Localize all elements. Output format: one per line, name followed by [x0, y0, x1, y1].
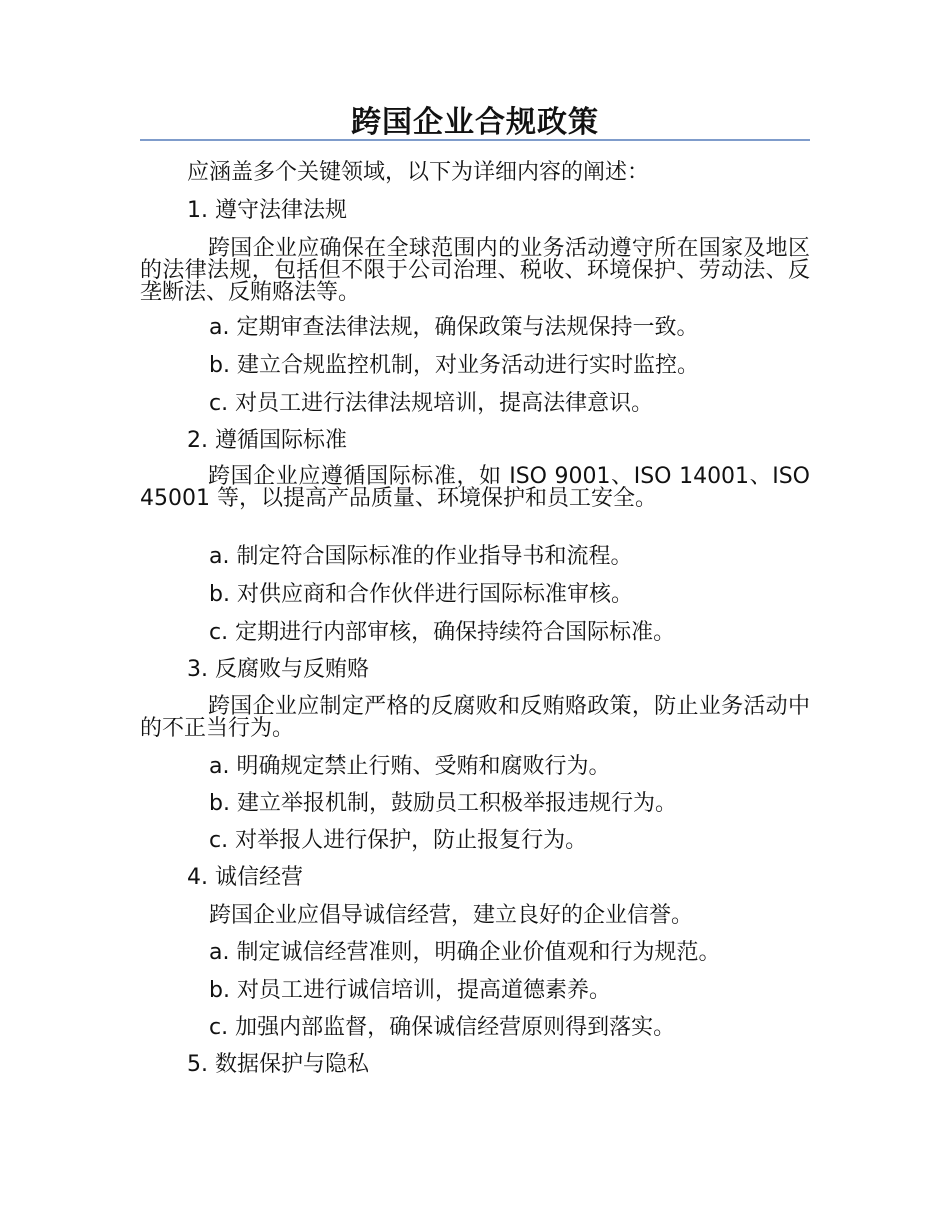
intro-text: 应涵盖多个关键领域，以下为详细内容的阐述：: [187, 160, 650, 185]
section-body-2: 跨国企业应遵循国际标准，如 ISO 9001、ISO 14001、ISO 45001 等，以提高产品质量、环境保护和员工安全。: [140, 464, 810, 511]
title-underline: [140, 139, 810, 141]
list-item-1c: c. 对员工进行法律法规培训，提高法律意识。: [209, 391, 654, 416]
list-item-3a: a. 明确规定禁止行贿、受贿和腐败行为。: [209, 754, 611, 779]
section-heading-2: 2. 遵循国际标准: [187, 428, 347, 453]
document-title: 跨国企业合规政策: [351, 105, 599, 140]
section-heading-1: 1. 遵守法律法规: [187, 198, 347, 223]
list-item-4a: a. 制定诚信经营准则，明确企业价值观和行为规范。: [209, 940, 721, 965]
list-item-1b: b. 建立合规监控机制，对业务活动进行实时监控。: [209, 353, 699, 378]
list-item-2b: b. 对供应商和合作伙伴进行国际标准审核。: [209, 582, 633, 607]
list-item-4c: c. 加强内部监督，确保诚信经营原则得到落实。: [209, 1015, 676, 1040]
section-heading-4: 4. 诚信经营: [187, 865, 303, 890]
list-item-4b: b. 对员工进行诚信培训，提高道德素养。: [209, 978, 611, 1003]
list-item-3c: c. 对举报人进行保护，防止报复行为。: [209, 828, 588, 853]
section-body-3: 跨国企业应制定严格的反腐败和反贿赂政策，防止业务活动中的不正当行为。: [140, 694, 810, 741]
section-heading-5: 5. 数据保护与隐私: [187, 1052, 369, 1077]
list-item-2a: a. 制定符合国际标准的作业指导书和流程。: [209, 544, 633, 569]
section-heading-3: 3. 反腐败与反贿赂: [187, 657, 369, 682]
section-body-4: 跨国企业应倡导诚信经营，建立良好的企业信誉。: [209, 903, 694, 928]
list-item-3b: b. 建立举报机制，鼓励员工积极举报违规行为。: [209, 791, 677, 816]
list-item-1a: a. 定期审查法律法规，确保政策与法规保持一致。: [209, 315, 699, 340]
section-body-1: 跨国企业应确保在全球范围内的业务活动遵守所在国家及地区的法律法规，包括但不限于公司治理、税收、环境保护、劳动法、反垄断法、反贿赂法等。: [140, 236, 810, 305]
list-item-2c: c. 定期进行内部审核，确保持续符合国际标准。: [209, 620, 676, 645]
